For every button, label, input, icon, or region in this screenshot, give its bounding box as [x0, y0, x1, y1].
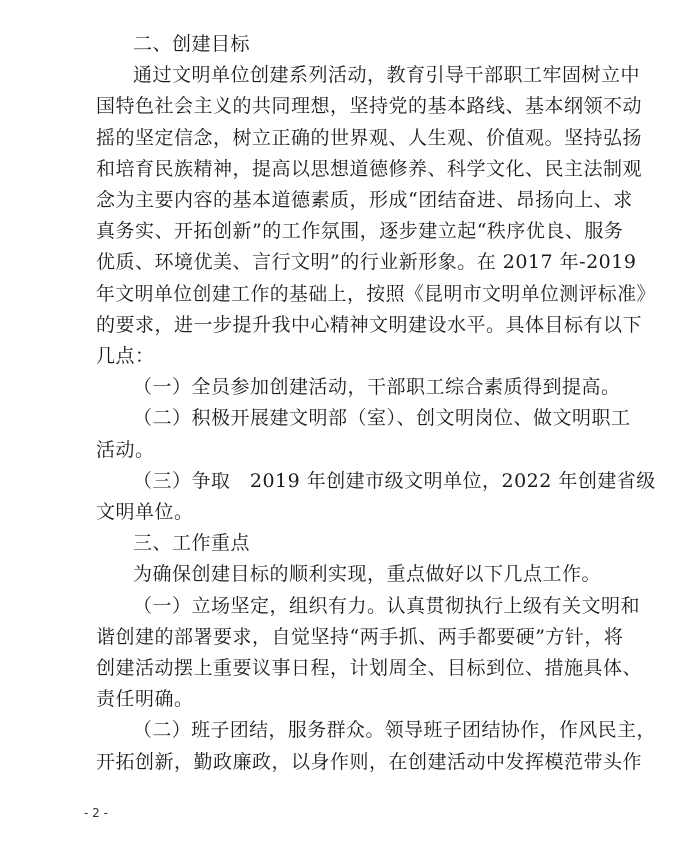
- paragraph-line: 为确保创建目标的顺利实现，重点做好以下几点工作。: [133, 563, 602, 585]
- section-heading-goals: 二、创建目标: [133, 33, 251, 55]
- paragraph-line: 通过文明单位创建系列活动，教育引导干部职工牢固树立中: [133, 64, 641, 86]
- paragraph-line: 文明单位。: [96, 501, 194, 523]
- list-item-work-2: （二）班子团结，服务群众。领导班子团结协作，作风民主，: [133, 719, 656, 741]
- list-item-goal-3: （三）争取 2019 年创建市级文明单位，2022 年创建省级: [133, 470, 656, 492]
- list-item-goal-2: （二）积极开展建文明部（室）、创文明岗位、做文明职工: [133, 407, 631, 429]
- paragraph-line: 优质、环境优美、言行文明”的行业新形象。在 2017 年-2019: [96, 251, 637, 273]
- list-item-goal-1: （一）全员参加创建活动，干部职工综合素质得到提高。: [133, 376, 621, 398]
- section-heading-key-work: 三、工作重点: [133, 532, 251, 554]
- paragraph-line: 摇的坚定信念，树立正确的世界观、人生观、价值观。坚持弘扬: [96, 127, 643, 149]
- paragraph-line: 念为主要内容的基本道德素质，形成“团结奋进、昂扬向上、求: [96, 189, 633, 211]
- paragraph-line: 和培育民族精神，提高以思想道德修养、科学文化、民主法制观: [96, 158, 643, 180]
- paragraph-line: 年文明单位创建工作的基础上，按照《昆明市文明单位测评标准》: [96, 283, 656, 305]
- paragraph-line: 创建活动摆上重要议事日程，计划周全、目标到位、措施具体、: [96, 657, 643, 679]
- paragraph-line: 的要求，进一步提升我中心精神文明建设水平。具体目标有以下: [96, 314, 643, 336]
- paragraph-line: 谐创建的部署要求，自觉坚持“两手抓、两手都要硬”方针，将: [96, 626, 624, 648]
- paragraph-line: 活动。: [96, 439, 155, 461]
- list-item-work-1: （一）立场坚定，组织有力。认真贯彻执行上级有关文明和: [133, 595, 641, 617]
- page-number: - 2 -: [84, 806, 108, 820]
- paragraph-line: 责任明确。: [96, 688, 194, 710]
- paragraph-line: 真务实、开拓创新”的工作氛围，逐步建立起“秩序优良、服务: [96, 220, 624, 242]
- paragraph-line: 开拓创新，勤政廉政，以身作则，在创建活动中发挥模范带头作: [96, 751, 643, 773]
- paragraph-line: 国特色社会主义的共同理想，坚持党的基本路线、基本纲领不动: [96, 95, 643, 117]
- paragraph-line: 几点：: [96, 345, 155, 367]
